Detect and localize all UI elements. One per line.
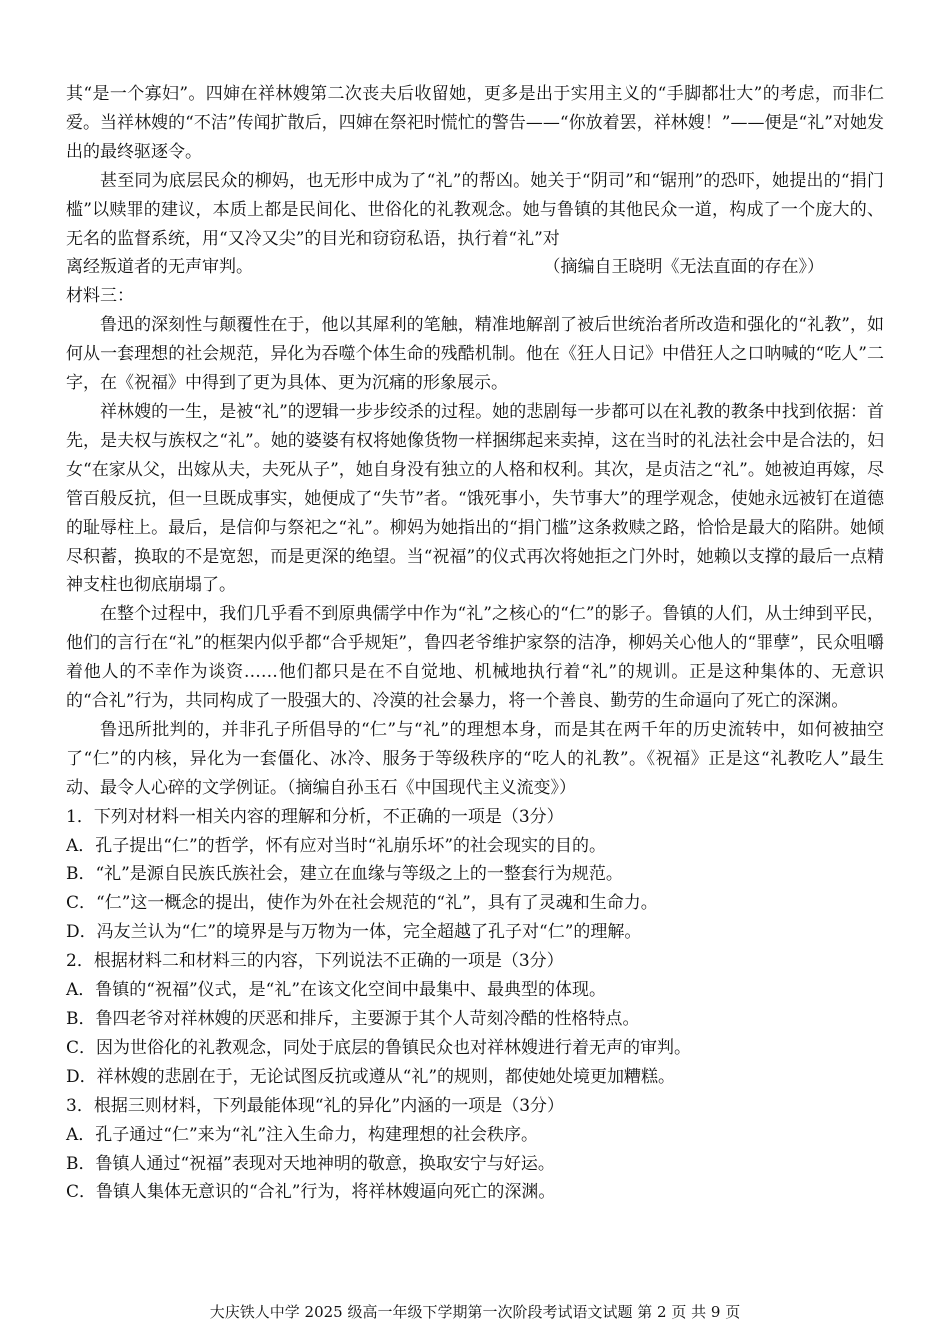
material3-heading: 材料三： — [66, 286, 134, 307]
question-2-stem: 2．根据材料二和材料三的内容，下列说法不正确的一项是（3分） — [66, 951, 564, 972]
page-footer: 大庆铁人中学 2025 级高一年级下学期第一次阶段考试语文试题 第 2 页 共 9 页 — [209, 1303, 741, 1321]
material3-paragraph-3: 在整个过程中，我们几乎看不到原典儒学中作为“礼”之核心的“仁”的影子。鲁镇的人们，从士绅到平民，他们的言行在“礼”的框架内似乎都“合乎规矩”，鲁四老爷维护家祭的洁净，柳妈关心他人的“罪孽”，民众咀嚼着他人的不幸作为谈资……他们都只是在不自觉地、机械地执行着“礼”的规训。正是这种集体的、无意识的“合礼”行为，共同构成了一股强大的、冷漠的社会暴力，将一个善良、勤劳的生命逼向了死亡的深渊。 — [66, 604, 884, 712]
page-content — [66, 80, 884, 1207]
question-1-stem: 1．下列对材料一相关内容的理解和分析，不正确的一项是（3分） — [66, 806, 564, 827]
material2-continued-paragraph: 其“是一个寡妇”。四婶在祥林嫂第二次丧夫后收留她，更多是出于实用主义的“手脚都壮大”的考虑，而非仁爱。当祥林嫂的“不洁”传闻扩散后，四婶在祭祀时慌忙的警告——“你放着罢，祥林嫂！”——便是“礼”对她发出的最终驱逐令。 — [66, 84, 884, 162]
question-1-option-a: A．孔子提出“仁”的哲学，怀有应对当时“礼崩乐坏”的社会现实的目的。 — [66, 835, 607, 856]
question-3-option-b: B．鲁镇人通过“祝福”表现对天地神明的敬意，换取安宁与好运。 — [66, 1153, 555, 1174]
question-2-option-b: B．鲁四老爷对祥林嫂的厌恶和排斥，主要源于其个人苛刻冷酷的性格特点。 — [66, 1009, 640, 1029]
question-3-option-a: A．孔子通过“仁”来为“礼”注入生命力，构建理想的社会秩序。 — [66, 1124, 539, 1145]
question-1-option-c: C．“仁”这一概念的提出，使作为外在社会规范的“礼”，具有了灵魂和生命力。 — [66, 893, 658, 914]
material3-paragraph-2: 祥林嫂的一生，是被“礼”的逻辑一步步绞杀的过程。她的悲剧每一步都可以在礼教的教条中找到依据：首先，是夫权与族权之“礼”。她的婆婆有权将她像货物一样捆绑起来卖掉，这在当时的礼法社会中是合法的，妇女“在家从父，出嫁从夫，夫死从子”，她自身没有独立的人格和权利。其次，是贞洁之“礼”。她被迫再嫁，尽管百般反抗，但一旦既成事实，她便成了“失节”者。“饿死事小，失节事大”的理学观念，使她永远被钉在道德的耻辱柱上。最后，是信仰与祭祀之“礼”。柳妈为她指出的“捐门槛”这条救赎之路，恰恰是最大的陷阱。她倾尽积蓄，换取的不是宽恕，而是更深的绝望。当“祝福”的仪式再次将她拒之门外时，她赖以支撑的最后一点精神支柱也彻底崩塌了。 — [66, 401, 884, 596]
material3-paragraph-1: 鲁迅的深刻性与颠覆性在于，他以其犀利的笔触，精准地解剖了被后世统治者所改造和强化的“礼教”，如何从一套理想的社会规范，异化为吞噬个体生命的残酷机制。他在《狂人日记》中借狂人之口呐喊的“吃人”二字，在《祝福》中得到了更为具体、更为沉痛的形象展示。 — [66, 315, 884, 394]
question-3-option-c: C．鲁镇人集体无意识的“合礼”行为，将祥林嫂逼向死亡的深渊。 — [66, 1182, 556, 1203]
material2-paragraph-end: 离经叛道者的无声审判。 — [66, 257, 253, 278]
question-2-option-c: C．因为世俗化的礼教观念，同处于底层的鲁镇民众也对祥林嫂进行着无声的审判。 — [66, 1037, 692, 1058]
question-2-option-a: A．鲁镇的“祝福”仪式，是“礼”在该文化空间中最集中、最典型的体现。 — [66, 980, 607, 1001]
question-2-option-d: D．祥林嫂的悲剧在于，无论试图反抗或遵从“礼”的规则，都使她处境更加糟糕。 — [66, 1066, 676, 1087]
material2-citation: （摘编自王晓明《无法直面的存在》） — [543, 257, 824, 278]
question-3-stem: 3．根据三则材料，下列最能体现“礼的异化”内涵的一项是（3分） — [66, 1095, 565, 1116]
material2-last-line — [66, 253, 884, 282]
question-1-option-b: B．“礼”是源自民族氏族社会，建立在血缘与等级之上的一整套行为规范。 — [66, 864, 623, 885]
material3-paragraph-4: 鲁迅所批判的，并非孔子所倡导的“仁”与“礼”的理想本身，而是其在两千年的历史流转中，如何被抽空了“仁”的内核，异化为一套僵化、冰冷、服务于等级秩序的“吃人的礼教”。《祝福》正是这“礼教吃人”最生动、最令人心碎的文学例证。（摘编自孙玉石《中国现代主义流变》） — [66, 719, 884, 798]
question-1-option-d: D．冯友兰认为“仁”的境界是与万物为一体，完全超越了孔子对“仁”的理解。 — [66, 922, 642, 943]
material2-paragraph: 甚至同为底层民众的柳妈，也无形中成为了“礼”的帮凶。她关于“阴司”和“锯刑”的恐吓，她提出的“捐门槛”以赎罪的建议，本质上都是民间化、世俗化的礼教观念。她与鲁镇的其他民众一道，构成了一个庞大的、无名的监督系统，用“又冷又尖”的目光和窃窃私语，执行着“礼”对 — [66, 170, 884, 249]
